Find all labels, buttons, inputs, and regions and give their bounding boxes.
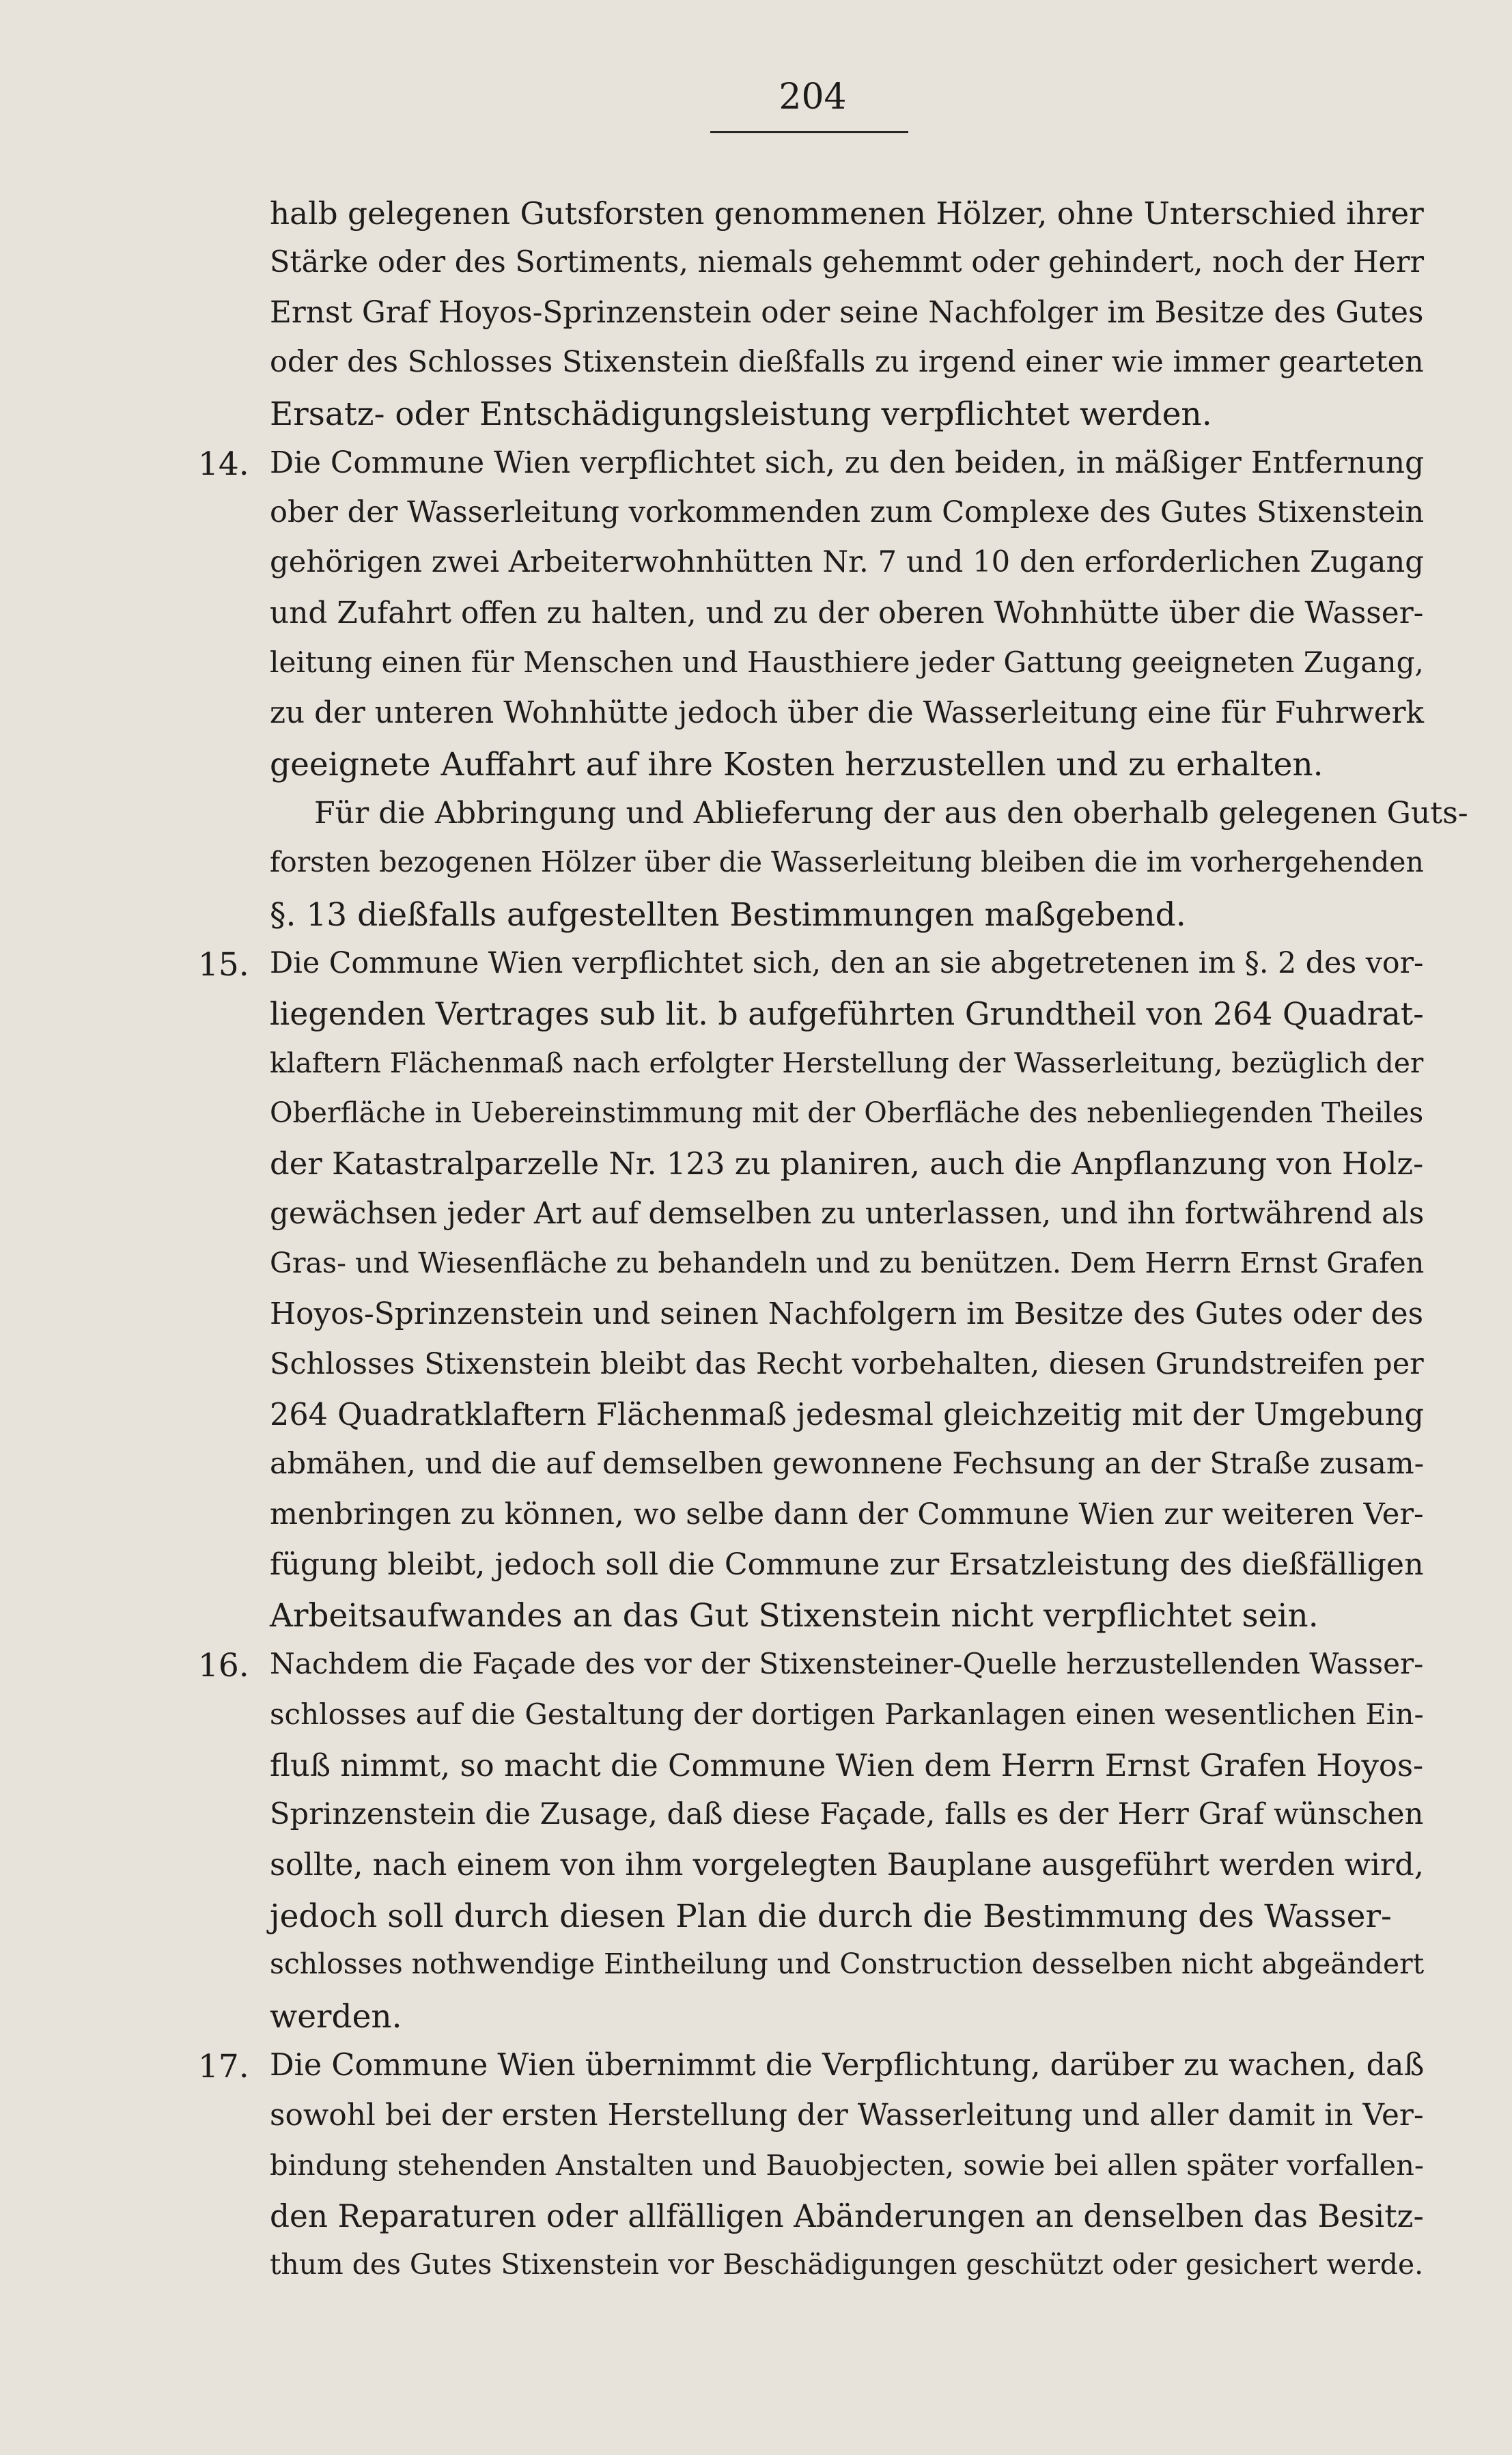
text-line: Ernst Graf Hoyos-Sprinzenstein oder seine Nachfolger im Besitze des Gutes [270,295,1424,330]
text-line: Die Commune Wien verpflichtet sich, den an sie abgetretenen im §. 2 des vor- [270,946,1424,980]
text-line: jedoch soll durch diesen Plan die durch die Bestimmung des Wasser- [270,1898,1392,1935]
item-number-14: 14. [198,445,249,483]
text-line: Nachdem die Façade des vor der Stixensteiner-Quelle herzustellenden Wasser- [270,1647,1424,1680]
text-line: Stärke oder des Sortiments, niemals gehemmt oder gehindert, noch der Herr [270,245,1424,279]
text-line: geeignete Auffahrt auf ihre Kosten herzustellen und zu erhalten. [270,746,1324,783]
text-line: leitung einen für Menschen und Hausthiere jeder Gattung geeigneten Zugang, [270,646,1424,679]
text-line: klaftern Flächenmaß nach erfolgter Herstellung der Wasserleitung, bezüglich der [270,1046,1424,1079]
text-line: sowohl bei der ersten Herstellung der Wasserleitung und aller damit in Ver- [270,2098,1424,2133]
text-line: Arbeitsaufwandes an das Gut Stixenstein nicht verpflichtet sein. [270,1597,1319,1635]
text-line: ober der Wasserleitung vorkommenden zum Complexe des Gutes Stixenstein [270,495,1425,529]
text-line: Sprinzenstein die Zusage, daß diese Façade, falls es der Herr Graf wünschen [270,1797,1424,1831]
page-number-rule [710,131,908,133]
text-line: Die Commune Wien übernimmt die Verpflichtung, darüber zu wachen, daß [270,2048,1425,2083]
text-line: Die Commune Wien verpflichtet sich, zu den beiden, in mäßiger Entfernung [270,445,1425,480]
text-line: bindung stehenden Anstalten und Bauobjecten, sowie bei allen später vorfallen- [270,2148,1424,2182]
text-line: menbringen zu können, wo selbe dann der Commune Wien zur weiteren Ver- [270,1497,1424,1531]
item-number-15: 15. [198,946,249,984]
text-line: Hoyos-Sprinzenstein und seinen Nachfolgern im Besitze des Gutes oder des [270,1296,1424,1331]
text-line: schlosses auf die Gestaltung der dortigen Parkanlagen einen wesentlichen Ein- [270,1697,1424,1731]
text-line: der Katastralparzelle Nr. 123 zu planiren, auch die Anpflanzung von Holz- [270,1146,1424,1182]
text-line: schlosses nothwendige Eintheilung und Construction desselben nicht abgeändert [270,1947,1425,1980]
text-line: liegenden Vertrages sub lit. b aufgeführten Grundtheil von 264 Quadrat- [270,995,1424,1032]
text-line: forsten bezogenen Hölzer über die Wasserleitung bleiben die im vorhergehenden [270,846,1424,878]
item-number-17: 17. [198,2048,249,2085]
text-line: oder des Schlosses Stixenstein dießfalls zu irgend einer wie immer gearteten [270,345,1424,379]
text-line: gewächsen jeder Art auf demselben zu unterlassen, und ihn fortwährend als [270,1197,1425,1231]
text-line: halb gelegenen Gutsforsten genommenen Hölzer, ohne Unterschied ihrer [270,195,1424,232]
text-line: gehörigen zwei Arbeiterwohnhütten Nr. 7 und 10 den erforderlichen Zugang [270,545,1425,579]
text-line: Schlosses Stixenstein bleibt das Recht vorbehalten, diesen Grundstreifen per [270,1347,1424,1381]
text-line: den Reparaturen oder allfälligen Abänderungen an denselben das Besitz- [270,2198,1424,2234]
text-line: werden. [270,1998,402,2036]
text-line: fügung bleibt, jedoch soll die Commune zur Ersatzleistung des dießfälligen [270,1547,1424,1582]
text-line: thum des Gutes Stixenstein vor Beschädigungen geschützt oder gesichert werde. [270,2248,1424,2281]
text-line: abmähen, und die auf demselben gewonnene Fechsung an der Straße zusam- [270,1447,1425,1481]
text-line: §. 13 dießfalls aufgestellten Bestimmungen maßgebend. [270,896,1186,934]
text-line: fluß nimmt, so macht die Commune Wien dem Herrn Ernst Grafen Hoyos- [270,1747,1424,1784]
text-line: 264 Quadratklaftern Flächenmaß jedesmal gleichzeitig mit der Umgebung [270,1397,1425,1432]
text-line: Für die Abbringung und Ablieferung der aus den oberhalb gelegenen Guts- [314,796,1468,831]
text-line: Oberfläche in Uebereinstimmung mit der Oberfläche des nebenliegenden Theiles [270,1096,1424,1129]
text-line: Ersatz- oder Entschädigungsleistung verpflichtet werden. [270,396,1212,433]
item-number-16: 16. [198,1647,249,1684]
text-line: sollte, nach einem von ihm vorgelegten Bauplane ausgeführt werden wird, [270,1848,1424,1883]
text-line: und Zufahrt offen zu halten, und zu der oberen Wohnhütte über die Wasser- [270,596,1424,630]
text-line: zu der unteren Wohnhütte jedoch über die Wasserleitung eine für Fuhrwerk [270,695,1424,730]
text-line: Gras- und Wiesenfläche zu behandeln und zu benützen. Dem Herrn Ernst Grafen [270,1247,1425,1279]
page-number: 204 [779,77,847,117]
